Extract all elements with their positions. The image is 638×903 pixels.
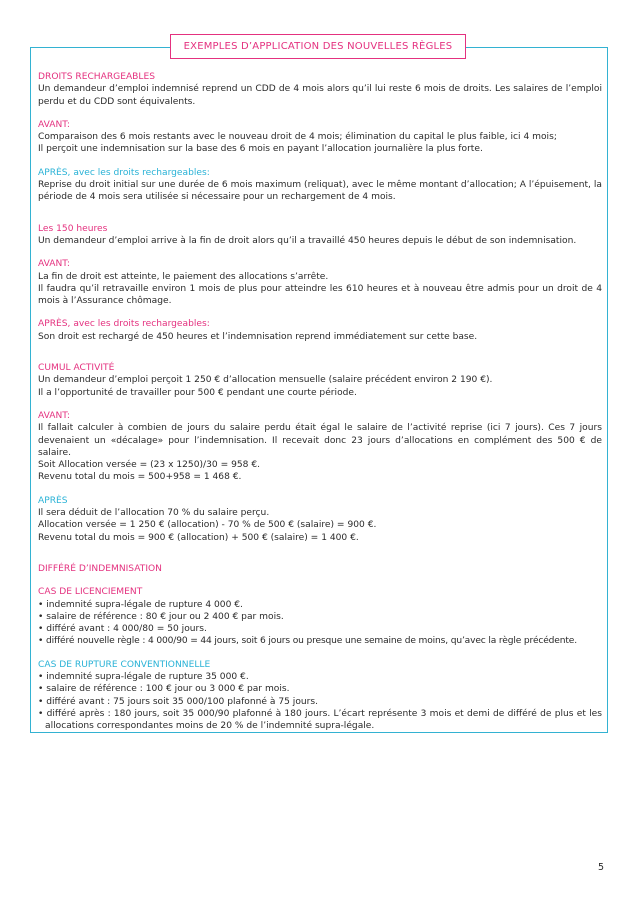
s2-avant-line1: La fin de droit est atteinte, le paiement des allocations s’arrête. — [38, 271, 329, 282]
s4-rupture-label: CAS DE RUPTURE CONVENTIONNELLE — [38, 659, 211, 670]
s3-apres-line2: Allocation versée = 1 250 € (allocation) - 70 % de 500 € (salaire) = 900 €. — [38, 520, 377, 531]
list-item: • salaire de référence : 80 € jour ou 2 400 € par mois. — [38, 611, 284, 622]
section-heading-differe-indemnisation: DIFFÉRÉ D’INDEMNISATION — [38, 563, 162, 574]
list-item: • différé avant : 4 000/80 = 50 jours. — [38, 624, 207, 635]
list-item: • indemnité supra-légale de rupture 35 000 €. — [38, 671, 249, 682]
list-item: • indemnité supra-légale de rupture 4 000 €. — [38, 599, 243, 610]
s1-avant-label: AVANT: — [38, 119, 70, 130]
s3-avant-line2: Soit Allocation versée = (23 x 1250)/30 = 958 €. — [38, 460, 261, 471]
s1-apres-text: Reprise du droit initial sur une durée de 6 mois maximum (reliquat), avec le même montant d’allocation; A l’épuisement, la période de 4 mois sera utilisée si nécessaire pour un rechargement de 4 mois. — [38, 180, 602, 203]
list-item: • différé nouvelle règle : 4 000/90 = 44 jours, soit 6 jours ou presque une semaine de moins, qu’avec la règle précédente. — [38, 636, 577, 647]
s3-intro-line1: Un demandeur d’emploi perçoit 1 250 € d’allocation mensuelle (salaire précédent environ 2 190 €). — [38, 375, 493, 386]
list-item: • salaire de référence : 100 € jour ou 3 000 € par mois. — [38, 684, 290, 695]
s2-apres-text: Son droit est rechargé de 450 heures et l’indemnisation reprend immédiatement sur cette base. — [38, 331, 478, 342]
section-heading-150-heures: Les 150 heures — [38, 223, 108, 234]
section-heading-droits-rechargeables: DROITS RECHARGEABLES — [38, 72, 156, 82]
s1-avant-line1: Comparaison des 6 mois restants avec le nouveau droit de 4 mois; élimination du capital le plus faible, ici 4 mois; — [38, 132, 557, 143]
s1-avant-line2: Il perçoit une indemnisation sur la base des 6 mois en payant l’allocation journalière la plus forte. — [38, 144, 483, 155]
s3-apres-label: APRÈS — [38, 495, 68, 506]
s2-intro: Un demandeur d’emploi arrive à la fin de droit alors qu’il a travaillé 450 heures depuis le début de son indemnisation. — [38, 235, 577, 246]
s2-avant-label: AVANT: — [38, 259, 70, 270]
list-item: • différé avant : 75 jours soit 35 000/100 plafonné à 75 jours. — [38, 696, 319, 707]
s3-avant-text: Il fallait calculer à combien de jours du salaire perdu était égal le salaire de l’activité reprise (ici 7 jours). Ces 7 jours devenaient un «décalage» pour l’indemnisation. Il recevait donc 23 jours d’allocations en complément des 500 € de salaire. — [38, 423, 602, 458]
s4-licenciement-label: CAS DE LICENCIEMENT — [38, 587, 143, 598]
s2-apres-label: APRÈS, avec les droits rechargeables: — [38, 319, 210, 330]
frame-title: EXEMPLES D’APPLICATION DES NOUVELLES RÈGLES — [170, 34, 466, 59]
page-number: 5 — [598, 862, 605, 873]
s3-apres-line3: Revenu total du mois = 900 € (allocation) + 500 € (salaire) = 1 400 €. — [38, 532, 359, 543]
s3-apres-line1: Il sera déduit de l’allocation 70 % du salaire perçu. — [38, 508, 270, 519]
s3-intro-line2: Il a l’opportunité de travailler pour 500 € pendant une courte période. — [38, 387, 357, 398]
s1-apres-label: APRÈS, avec les droits rechargeables: — [38, 167, 210, 178]
section-heading-cumul-activite: CUMUL ACTIVITÉ — [38, 363, 115, 374]
s3-avant-label: AVANT: — [38, 410, 70, 421]
s2-avant-line2: Il faudra qu’il retravaille environ 1 mois de plus pour atteindre les 610 heures et à nouveau être admis pour un droit de 4 mois à l’Assurance chômage. — [38, 283, 602, 307]
list-item: • différé après : 180 jours, soit 35 000/90 plafonné à 180 jours. L’écart représente 3 mois et demi de différé de plus et les allocations correspondantes moins de 20 % de l’indemnité supra-légale. — [38, 708, 602, 732]
content-body — [38, 71, 602, 732]
s1-intro: Un demandeur d’emploi indemnisé reprend un CDD de 4 mois alors qu’il lui reste 6 mois de droits. Les salaires de l’emploi perdu et du CDD sont équivalents. — [38, 84, 602, 107]
s3-avant-line3: Revenu total du mois = 500+958 = 1 468 €. — [38, 472, 242, 483]
